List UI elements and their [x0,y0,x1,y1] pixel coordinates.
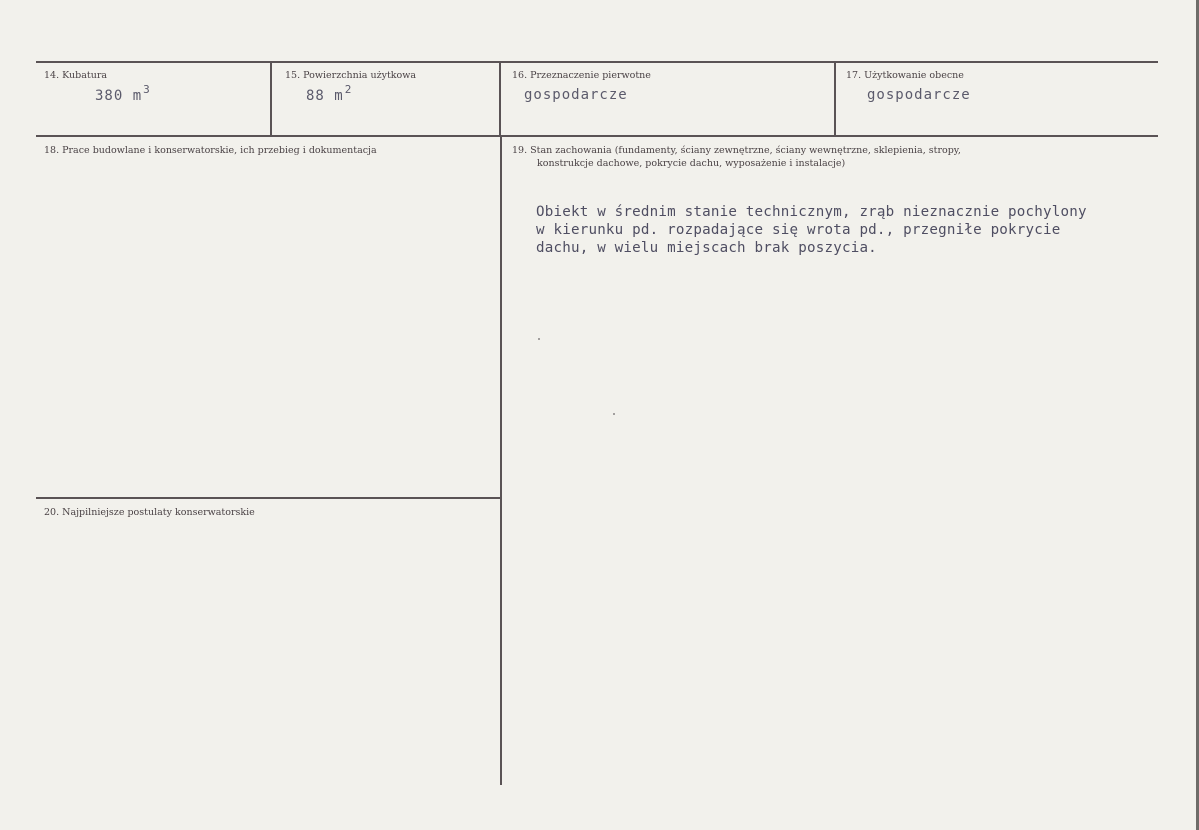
paper-speck [538,338,540,340]
main-column-divider [500,137,502,785]
divider-16-17 [834,63,836,135]
field-19-label-line1: 19. Stan zachowania (fundamenty, ściany zewnętrzne, ściany wewnętrzne, sklepienia, stropy, [512,145,961,156]
top-rule [36,61,1158,63]
condition-text-line-1: Obiekt w średnim stanie technicznym, zrąb nieznacznie pochylony [536,204,1087,220]
field-17-value: gospodarcze [867,87,971,103]
field-15-label: 15. Powierzchnia użytkowa [285,70,417,81]
field-14-value [95,83,151,104]
section-18-20-rule [36,497,500,499]
condition-text-line-2: w kierunku pd. rozpadające się wrota pd., przegniłe pokrycie [536,222,1061,238]
condition-text-line-3: dachu, w wielu miejscach brak poszycia. [536,240,877,256]
field-15-value [306,83,353,104]
cubature-value: 380 m [95,88,143,104]
paper-speck [613,413,615,415]
area-value: 88 m [306,88,344,104]
field-18-label: 18. Prace budowlane i konserwatorskie, ich przebieg i dokumentacja [44,145,377,156]
field-16-label: 16. Przeznaczenie pierwotne [512,70,651,81]
field-19-label-line2: konstrukcje dachowe, pokrycie dachu, wyposażenie i instalacje) [537,158,846,169]
field-16-value: gospodarcze [524,87,628,103]
field-14-label: 14. Kubatura [44,70,108,81]
field-20-label: 20. Najpilniejsze postulaty konserwatorskie [44,507,255,518]
area-unit-exponent: 2 [344,83,353,96]
divider-14-15 [270,63,272,135]
header-bottom-rule [36,135,1158,137]
divider-15-16 [499,63,501,135]
cubature-unit-exponent: 3 [143,83,151,96]
field-17-label: 17. Użytkowanie obecne [846,70,964,81]
